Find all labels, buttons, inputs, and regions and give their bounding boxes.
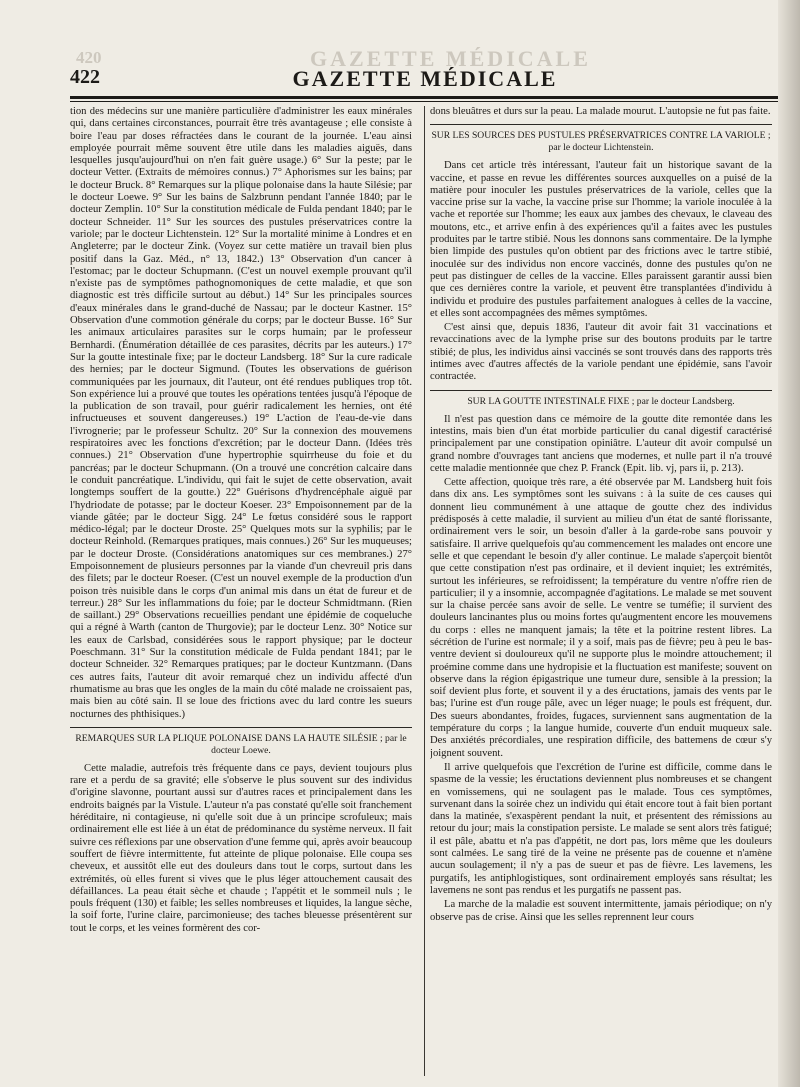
paragraph-continued-list: tion des médecins sur une manière particulière d'administrer les eaux minérales qui, dans certaines circonstances, pourrait être très avantageuse ; elle consiste à boire l'eau par doses réfractées dans le courant de la journée. L'eau ainsi employée pourrait même souvent être utile dans les maladies aiguës, dans lesquelles jusqu'aujourd'hui on n'en fait guère usage.) 6° Sur la peste; par le docteur Vetter. (Extraits de mémoires connus.) 7° Aphorismes sur les bains; par le docteur Bruck. 8° Remarques sur la plique polonaise dans la haute Silésie; par le docteur Loewe. 9° Sur les bains de Salzbrunn pendant l'année 1840; par le docteur Zemplin. 10° Sur la constitution médicale de Fulda pendant 1840; par le docteur Schneider. 11° Sur les sources des pustules préservatrices contre la variole; par le docteur Lichtenstein. 12° Sur la mortalité minime à Londres et en Angleterre; par le docteur Zink. (Voyez sur cette matière un travail bien plus positif dans la Gaz. Méd., n° 13, 1842.) 13° Observation d'un cancer à l'estomac; par le docteur Schupmann. (C'est un nouvel exemple prouvant qu'il n'existe pas de symptômes pathognomoniques de cette maladie, et que son diagnostic est très difficile surtout au début.) 14° Sur les principales sources d'eaux minérales dans le grand-duché de Nassau; par le docteur Kastner. 15° Observation d'une commotion générale du corps; par le docteur Busse. 16° Sur les animaux articulaires parasites sur le corps humain; par le professeur Bernhardi. (Énumération détaillée de ces parasites, décrits par les auteurs.) 17° Sur la goutte intestinale fixe; par le docteur Landsberg. 18° Sur la cure radicale des hernies; par le docteur Sigmund. (Toutes les observations de guérison communiquées par les journaux, dit l'auteur, ont été rendues publiques trop tôt. Son expérience lui a prouvé que toutes les opérations tentées jusqu'à l'époque de la publication de son travail, pour guérir radicalement les hernies, ont été infructueuses et souvent dangereuses.) 19° L'action de l'eau-de-vie dans l'ivrognerie; par le professeur Schultz. 20° Sur la connexion des mouvemens respiratoires avec les fonctions d'excrétion; par le docteur Dann. (Idées très connues.) 21° Observation d'une hypertrophie squirrheuse du foie et du pancréas; par le docteur Schupmann. (On a trouvé une concrétion calcaire dans le conduit pancréatique. L'individu, qui fait le sujet de cette observation, avait longtemps souffert de la goutte.) 22° Guérisons d'hydrencéphale aiguë par l'hydriodate de potasse; par le docteur Koeser. 23° Empoisonnement par de la viande gâtée; par le docteur Sigg. 24° Le fœtus considéré sous le rapport médico-légal; par le docteur Droste. 25° Quelques mots sur la syphilis; par le docteur Reinhold. (Remarques pratiques, mais connues.) 26° Sur les muqueuses; par le docteur Droste. (Considérations anatomiques sur ces membranes.) 27° Empoisonnement de plusieurs personnes par la viande d'un chevreuil pris dans des filets; par le docteur Roeser. (C'est un nouvel exemple de la production d'un poison très nuisible dans le corps d'un animal mis dans un état de fureur et de terreur.) 28° Sur les inflammations du foie; par le docteur Schmidtmann. (Rien de saillant.) 29° Observations recueillies pendant une épidémie de coqueluche qui a régné à Warth (canton de Thurgovie); par le docteur Lenz. 30° Notice sur les eaux de Carlsbad, considérées sous le rapport physique; par le docteur Poeschmann. 31° Sur la constitution médicale de Fulda pendant 1841; par le docteur Schneider. 32° Remarques pratiques; par le docteur Kuntzmann. (Dans ces autres faits, l'auteur dit avoir remarqué chez un individu affecté d'un rhumatisme au bras que les ongles de la main du côté malade ne croissaient pas, mais bien au côté sain. Il se loue des frictions avec du lard contre les sueurs nocturnes des phthisiques.): [70, 106, 412, 720]
paragraph-goutte-2: Cette affection, quoique très rare, a été observée par M. Landsberg huit fois dans dix ans. Les symptômes sont les suivans : à la suite de ces causes qui donnent lieu communément à une attaque de goutte chez des individus prédisposés à cette maladie, il survient au milieu d'un état de santé florissante, ordinairement vers le soir, un besoin d'aller à la garde-robe sans pouvoir y satisfaire. Il arrive quelquefois qu'au commencement les malades ont encore une selle et que cependant le besoin d'y aller continue. Le malade s'aperçoit bientôt que cette constipation n'est pas ordinaire, et il devient inquiet; les extrémités, surtout les inférieures, se refroidissent; la température du ventre n'offre rien de particulier; il y a insomnie, accompagnée d'agitations. Le malade se met souvent sur la chaise percée sans avoir de selle. Le ventre se tuméfie; il survient des douleurs lancinantes plus ou moins fortes qu'augmentent encore les mouvemens du corps : elles ne manquent jamais; la tête et la poitrine restent libres. La sécrétion de l'urine est normale; il y a soif, mais pas de fièvre; peu à peu le bas-ventre devient si douloureux qu'il ne supporte plus le moindre attouchement; il proémine comme dans une hydropisie et la fluctuation est manifeste; souvent on observe dans la région épigastrique une tumeur dure, sensible à la pression; la soif devient plus forte, et souvent il y a des éructations, jamais des vents par le bas; l'urine est d'un rouge pâle, avec un léger nuage; le pouls est fréquent, dur. Des sueurs abondantes, froides, fugaces, surviennent sans augmentation de la température du corps ; la langue humide, couverte d'un enduit muqueux sale. Des anxiétés précordiales, une respiration difficile, des battemens de cœur s'y joignent souvent.: [430, 477, 772, 759]
page-number: 422: [70, 66, 100, 88]
page-header: [70, 66, 780, 96]
paragraph-continuation: dons bleuâtres et durs sur la peau. La malade mourut. L'autopsie ne fut pas faite.: [430, 106, 771, 117]
column-divider: [424, 106, 425, 1076]
paragraph-variole-1: Dans cet article très intéressant, l'auteur fait un historique savant de la vaccine, et passe en revue les différentes sources auxquelles on a puisé de la matière pour inoculer les pustules préservatrices de la variole, celles que la vaccine prise sur la vache, la vaccine prise sur l'homme; la variole inoculée à la vache et reportée sur l'homme; les eaux aux jambes des chevaux, le claveau des moutons, etc., et arrive enfin à des expériences qu'il a faites avec les pustules produites par le tartre stibié. Nous les donnons sans commentaire. De la lymphe bien limpide des pustules qu'on obtient par des frictions avec le tartre stibié, inoculée sur des individus non encore vaccinés, donne des pustules qu'on ne peut pas distinguer de celles de la vaccine. Elles paraissent garantir aussi bien que ces dernières contre la variole, et peuvent être transplantées d'individu à individu et produire des pustules parfaitement analogues à celles de la vaccine, et elles sont accompagnées des mêmes symptômes.: [430, 160, 772, 319]
paragraph-variole-2: C'est ainsi que, depuis 1836, l'auteur dit avoir fait 31 vaccinations et revaccinations avec de la lymphe prise sur des boutons produits par le tartre stibié; de plus, les individus ainsi vaccinés se sont trouvés dans des rapports très intimes avec d'autres affectés de la variole pendant une épidémie, sans l'avoir contractée.: [430, 322, 772, 383]
left-column: [70, 106, 412, 1076]
header-rule-thick: [70, 96, 780, 99]
page-edge-shadow: [778, 0, 800, 1087]
paragraph-plique-polonaise: Cette maladie, autrefois très fréquente dans ce pays, devient toujours plus rare et a perdu de sa gravité; elle s'observe le plus souvent sur des individus d'origine slavonne, pourtant aussi sur d'autres races et principalement dans les endroits baignés par la Vistule. L'auteur n'a pas constaté qu'elle soit franchement héréditaire, ni contagieuse, ni qu'elle soit due à un principe scrofuleux; mais ordinairement elle est liée à un état de prédominance du système nerveux. Il fait suivre ces réflexions par une observation d'une femme qui, après avoir beaucoup souffert de fièvre intermittente, fut atteinte de plique polonaise. Elle coupa ses cheveux, et aussitôt elle eut des douleurs dans tout le corps, surtout dans les extrémités, où elles furent si vives que le plus léger attouchement causait des défaillances. La peau était sèche et chaude ; l'appétit et le sommeil nuls ; le pouls fréquent (130) et faible; les selles nombreuses et liquides, la langue sèche, la soif forte, l'urine claire, parcimonieuse; des taches bleuesse présentèrent sur tout le corps, et les veines formèrent des cor-: [70, 762, 412, 934]
header-rule-thin: [70, 101, 780, 102]
bleed-through-title: GAZETTE MÉDICALE: [310, 46, 591, 71]
paragraph-goutte-3: Il arrive quelquefois que l'excrétion de l'urine est difficile, comme dans le spasme de la vessie; les éructations deviennent plus nombreuses et se changent en vomissemens, qui ne soulagent pas le malade. Tous ces symptômes, survenant dans la soirée chez un individu qui était encore tout à fait bien portant dans la matinée, s'exaspèrent pendant la nuit, et présentent des rémissions au retour du jour; mais la constipation persiste. Le malade se sent alors très fatigué; il est pâle, abattu et n'a pas d'appétit, ne dort pas, lors même que les douleurs sont calmées. Le sang tiré de la veine ne présente pas de couenne et n'amène aucun soulagement; il n'y a pas de sueur et pas de fièvre. Les lavemens, les purgatifs, les antiphlogistiques, sont ordinairement employés sans résultat; les lavemens ne sont pas rendus et les purgatifs ne passent pas.: [430, 761, 772, 896]
section-heading-variole: SUR LES SOURCES DES PUSTULES PRÉSERVATRICES CONTRE LA VARIOLE ; par le docteur Lichtenstein.: [430, 124, 772, 154]
paragraph-goutte-1: Il n'est pas question dans ce mémoire de la goutte dite remontée dans les intestins, mais bien d'un état morbide particulier du canal digestif caractérisé principalement par une constipation opiniâtre. L'auteur dit avoir compulsé un grand nombre d'ouvrages tant anciens que modernes, et nulle part il n'a trouvé cette maladie mentionnée que chez P. Franck (Epit. lib. vj, pars ii, p. 213).: [430, 413, 772, 474]
paragraph-goutte-4: La marche de la maladie est souvent intermittente, jamais périodique; on n'y observe pas de crise. Ainsi que les selles reprennent leur cours: [430, 899, 772, 923]
section-heading-goutte-intestinale: SUR LA GOUTTE INTESTINALE FIXE ; par le docteur Landsberg.: [430, 390, 772, 408]
journal-title: GAZETTE MÉDICALE: [292, 66, 558, 91]
bleed-through-page-number: 420: [76, 48, 102, 67]
right-column: [430, 106, 772, 1076]
section-heading-plique-polonaise: REMARQUES SUR LA PLIQUE POLONAISE DANS LA HAUTE SILÉSIE ; par le docteur Loewe.: [70, 727, 412, 757]
